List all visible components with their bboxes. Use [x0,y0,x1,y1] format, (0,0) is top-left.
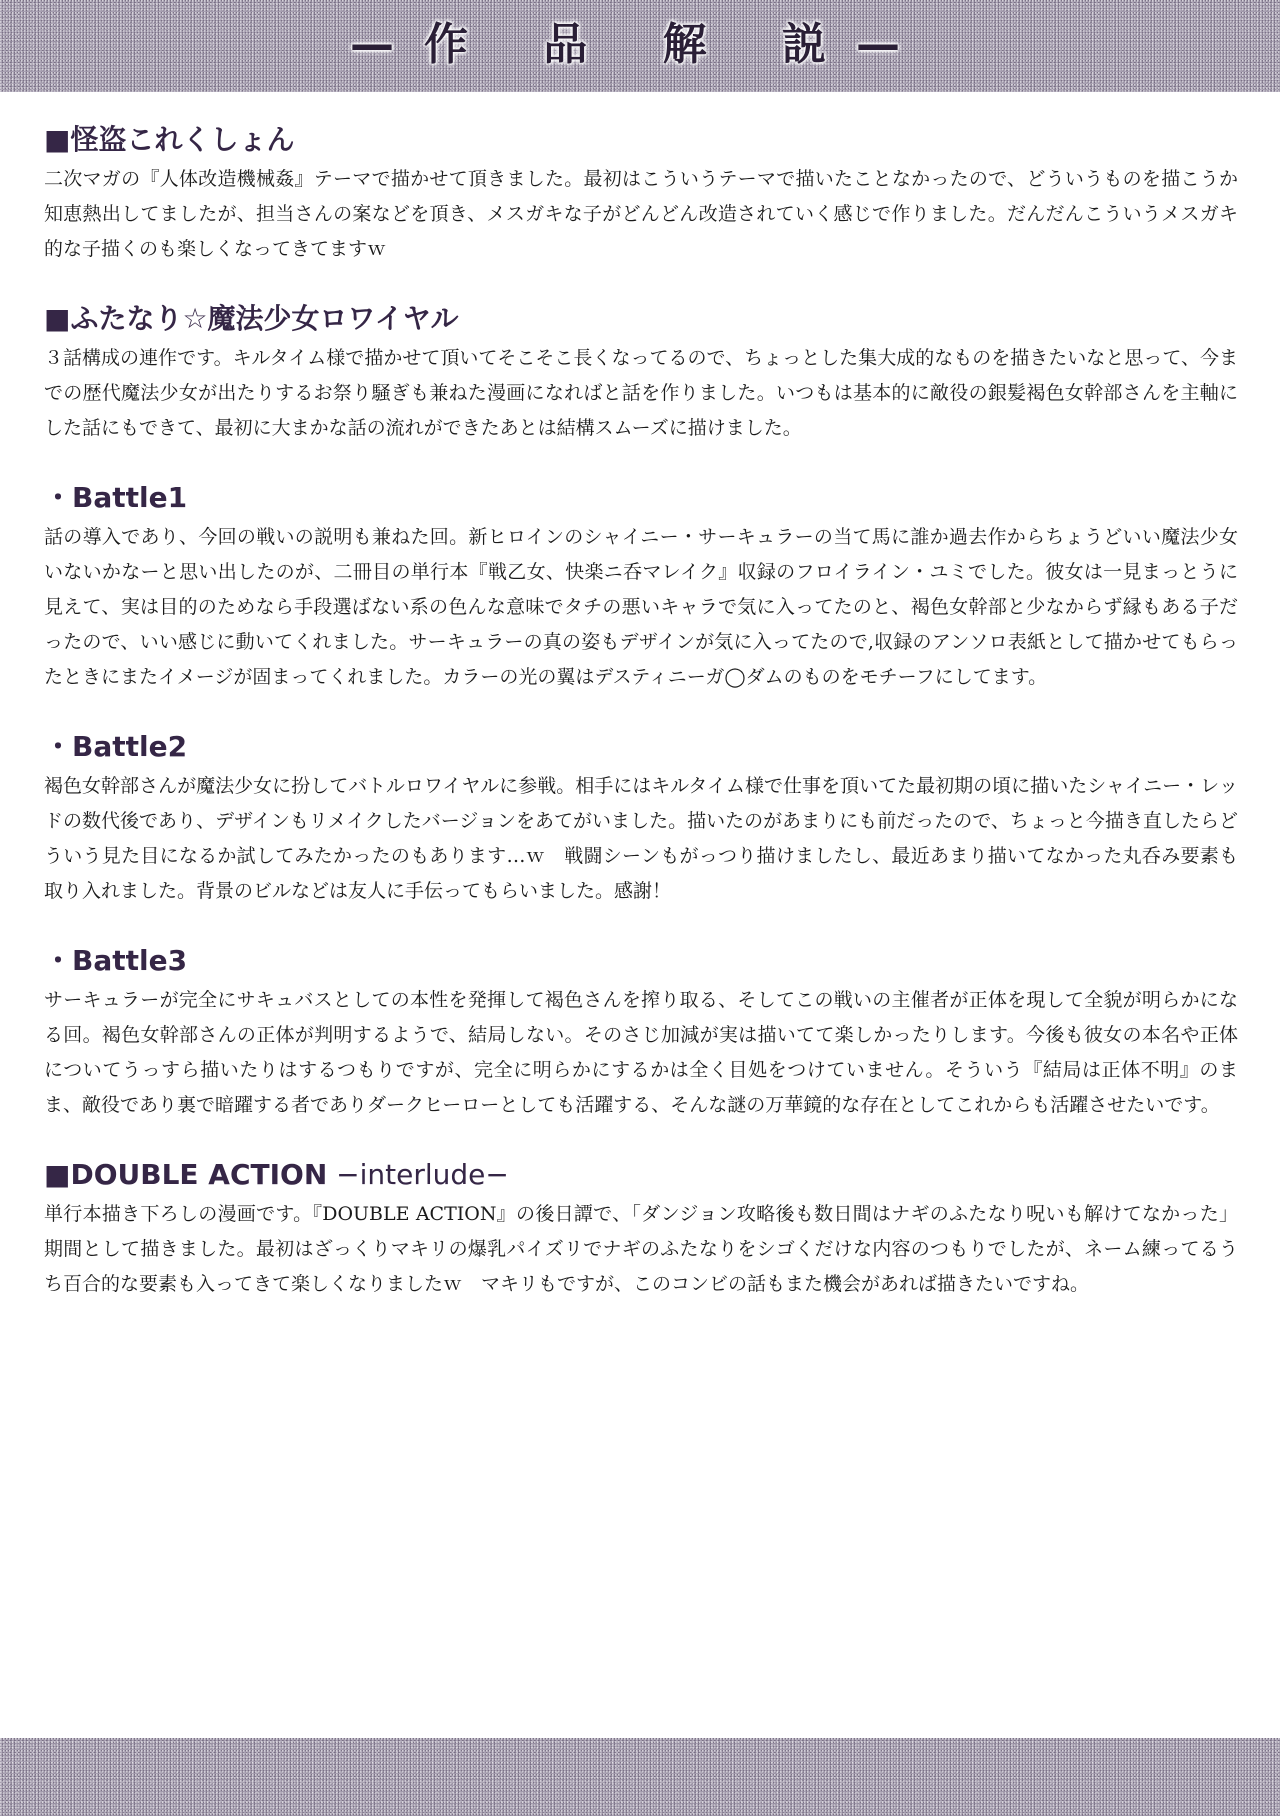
section-body: 話の導入であり、今回の戦いの説明も兼ねた回。新ヒロインのシャイニー・サーキュラーの当て馬に誰か過去作からちょうどいい魔法少女いないかなーと思い出したのが、二冊目の単行本『戦乙女、快楽ニ呑マレイク』収録のフロイライン・ユミでした。彼女は一見まっとうに見えて、実は目的のためなら手段選ばない系の色んな意味でタチの悪いキャラで気に入ってたのと、褐色女幹部と少なからず縁もある子だったので、いい感じに動いてくれました。サーキュラーの真の姿もデザインが気に入ってたので,収録のアンソロ表紙として描かせてもらったときにまたイメージが固まってくれました。カラーの光の翼はデスティニーガ◯ダムのものをモチーフにしてます。 [44,526,1238,688]
section-body: ３話構成の連作です。キルタイム様で描かせて頂いてそこそこ長くなってるので、ちょっとした集大成的なものを描きたいなと思って、今までの歴代魔法少女が出たりするお祭り騒ぎも兼ねた漫画になればと話を作りました。いつもは基本的に敵役の銀髪褐色女幹部さんを主軸にした話にもできて、最初に大まかな話の流れができたあとは結構スムーズに描けました。 [44,347,1238,439]
section-heading: ■DOUBLE ACTION −interlude− [44,1158,509,1191]
section-body: 褐色女幹部さんが魔法少女に扮してバトルロワイヤルに参戦。相手にはキルタイム様で仕事を頂いてた最初期の頃に描いたシャイニー・レッドの数代後であり、デザインもリメイクしたバージョンをあてがいました。描いたのがあまりにも前だったので、ちょっと今描き直したらどういう見た目になるか試してみたかったのもあります…ｗ 戦闘シーンもがっつり描けましたし、最近あまり描いてなかった丸呑み要素も取り入れました。背景のビルなどは友人に手伝ってもらいました。感謝！ [44,775,1238,902]
section-double-action [44,1157,1238,1302]
section-body: 単行本描き下ろしの漫画です。『DOUBLE ACTION』の後日譚で、「ダンジョン攻略後も数日間はナギのふたなり呪いも解けてなかった」期間として描きました。最初はざっくりマキリの爆乳パイズリでナギのふたなりをシゴくだけな内容のつもりでしたが、ネーム練ってるうち百合的な要素も入ってきて楽しくなりましたｗ マキリもですが、このコンビの話もまた機会があれば描きたいですね。 [44,1203,1238,1295]
section-kaitou-collection [44,122,1238,267]
footer-band [0,1738,1280,1816]
section-heading: ・Battle1 [44,481,188,514]
section-heading-suffix: −interlude− [327,1158,509,1191]
section-battle1 [44,480,1238,695]
section-body: サーキュラーが完全にサキュバスとしての本性を発揮して褐色さんを搾り取る、そしてこの戦いの主催者が正体を現して全貌が明らかになる回。褐色女幹部さんの正体が判明するようで、結局しない。そのさじ加減が実は描いてて楽しかったりします。今後も彼女の本名や正体についてうっすら描いたりはするつもりですが、完全に明らかにするかは全く目処をつけていません。そういう『結局は正体不明』のまま、敵役であり裏で暗躍する者でありダークヒーローとしても活躍する、そんな謎の万華鏡的な存在としてこれからも活躍させたいです。 [44,989,1238,1116]
commentary-content [44,122,1238,1336]
section-battle2 [44,729,1238,909]
section-heading: ■怪盗これくしょん [44,123,295,156]
page-title: —作 品 解 説— [350,19,930,70]
section-heading: ・Battle3 [44,944,188,977]
section-body: 二次マガの『人体改造機械姦』テーマで描かせて頂きました。最初はこういうテーマで描いたことなかったので、どういうものを描こうか知恵熱出してましたが、担当さんの案などを頂き、メスガキな子がどんどん改造されていく感じで作りました。だんだんこういうメスガキ的な子描くのも楽しくなってきてますｗ [44,168,1238,260]
section-heading: ■ふたなり☆魔法少女ロワイヤル [44,302,459,335]
section-futanari-royale [44,301,1238,446]
section-battle3 [44,943,1238,1123]
section-heading: ・Battle2 [44,730,188,763]
